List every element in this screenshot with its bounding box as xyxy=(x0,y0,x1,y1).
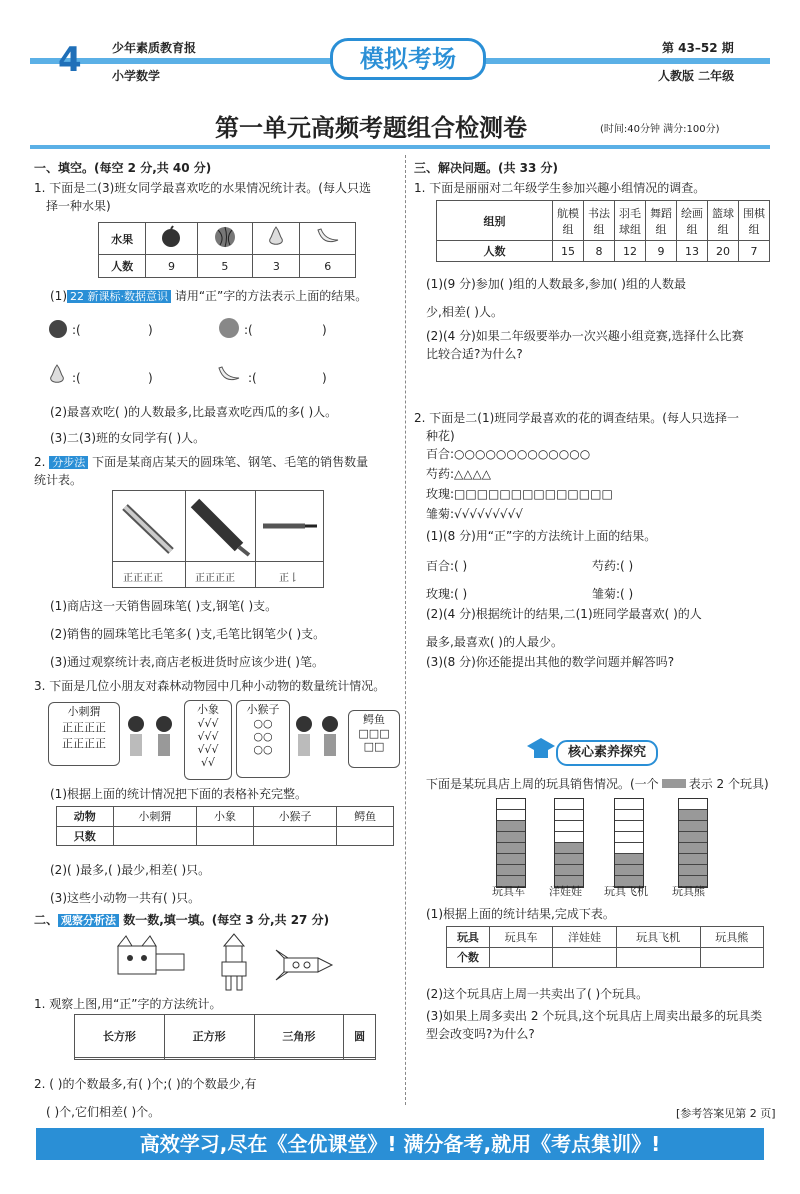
fruit-value: 3 xyxy=(253,255,300,278)
flower-marks: △△△△ xyxy=(454,467,491,481)
filled-unit xyxy=(555,854,583,865)
fruit-table xyxy=(98,222,356,278)
s3q2-stem2: 种花) xyxy=(426,429,455,443)
watermelon-icon xyxy=(216,316,242,340)
pear-icon xyxy=(46,362,68,388)
watermelon-icon xyxy=(197,223,253,255)
animal-head: 小猴子 xyxy=(253,807,337,827)
sec2-prefix: 二、 xyxy=(34,913,59,927)
toy-label: 玩具车 xyxy=(492,885,525,898)
group-head: 组别 xyxy=(437,201,553,241)
group-name: 篮球组 xyxy=(708,201,739,241)
q1-stem: 1. 下面是二(3)班女同学最喜欢吃的水果情况统计表。(每人只选 xyxy=(34,181,371,195)
empty-unit xyxy=(555,821,583,832)
empty-unit xyxy=(555,832,583,843)
filled-unit xyxy=(679,810,707,821)
toy-label: 洋娃娃 xyxy=(549,885,582,898)
group-value: 13 xyxy=(677,241,708,262)
toy-bar xyxy=(614,798,644,888)
answer-cell[interactable] xyxy=(700,947,763,968)
elephant-bubble xyxy=(184,700,232,780)
issue: 第 43–52 期 xyxy=(662,41,734,55)
flower-label: 玫瑰: xyxy=(426,487,455,501)
toy-row-label: 个数 xyxy=(447,947,490,968)
animal-row-label: 只数 xyxy=(57,826,114,846)
toy-head: 玩具车 xyxy=(489,927,552,948)
q1-p3: (3)二(3)班的女同学有( )人。 xyxy=(50,431,206,445)
empty-unit xyxy=(615,799,643,810)
core-stem: 下面是某玩具店上周的玩具销售情况。(一个 xyxy=(426,777,659,791)
shape-figures xyxy=(112,932,342,992)
q1-p2: (2)最喜欢吃( )的人数最多,比最喜欢吃西瓜的多( )人。 xyxy=(50,405,338,419)
core-p2: (2)这个玩具店上周一共卖出了( )个玩具。 xyxy=(426,987,649,1001)
rocket-figure xyxy=(276,950,332,980)
page-number: 4 xyxy=(58,40,82,80)
q2-no: 2. xyxy=(34,455,46,469)
ballpoint-pen-icon xyxy=(117,497,181,557)
s3q2-stem: 2. 下面是二(1)班同学最喜欢的花的调查结果。(每人只选择一 xyxy=(414,411,739,425)
empty-unit xyxy=(679,799,707,810)
answer-cell[interactable] xyxy=(616,947,700,968)
animal-head: 动物 xyxy=(57,807,114,827)
empty-unit xyxy=(497,799,525,810)
filled-unit xyxy=(555,865,583,876)
sec2-q1: 1. 观察上图,用“正”字的方法统计。 xyxy=(34,997,222,1011)
marks: □□□ xyxy=(358,727,390,740)
title-meta: (时间:40分钟 满分:100分) xyxy=(600,124,720,135)
empty-unit xyxy=(615,843,643,854)
q2-p1: (1)商店这一天销售圆珠笔( )支,钢笔( )支。 xyxy=(50,599,278,613)
shape-head: 正方形 xyxy=(164,1015,254,1058)
flower-marks: √√√√√√√√√ xyxy=(454,507,523,521)
q2-stem2: 统计表。 xyxy=(34,473,83,487)
apple-icon xyxy=(146,223,197,255)
method-tag: 观察分析法 xyxy=(58,914,119,927)
group-name: 舞蹈组 xyxy=(646,201,677,241)
answer-cell[interactable] xyxy=(344,1057,376,1060)
filled-unit xyxy=(497,821,525,832)
toy-bar xyxy=(496,798,526,888)
filled-unit xyxy=(497,854,525,865)
shape-table xyxy=(74,1014,376,1060)
answer-cell[interactable] xyxy=(253,826,337,846)
group-value: 12 xyxy=(615,241,646,262)
fill-open: :( xyxy=(248,371,257,385)
pen-table xyxy=(112,490,324,588)
animal-head: 鳄鱼 xyxy=(337,807,394,827)
answer-cell[interactable] xyxy=(254,1057,344,1060)
empty-unit xyxy=(555,810,583,821)
pear-icon xyxy=(253,223,300,255)
group-value: 8 xyxy=(584,241,615,262)
q3-p1: (1)根据上面的统计情况把下面的表格补充完整。 xyxy=(50,787,307,801)
q2-p3: (3)通过观察统计表,商店老板进货时应该少进( )笔。 xyxy=(50,655,324,669)
core-p3b: 型会改变吗?为什么? xyxy=(426,1027,535,1041)
answer-cell[interactable] xyxy=(113,826,197,846)
filled-unit xyxy=(497,865,525,876)
core-badge: 核心素养探究 xyxy=(556,740,658,766)
flower-fill: 雏菊:( ) xyxy=(592,587,634,601)
flower-fill: 百合:( ) xyxy=(426,559,468,573)
elephant-label: 小象 xyxy=(197,703,219,716)
group-value: 9 xyxy=(646,241,677,262)
shape-head: 圆 xyxy=(344,1015,376,1058)
answer-cell[interactable] xyxy=(337,826,394,846)
q1-p1-text: 请用“正”字的方法表示上面的结果。 xyxy=(174,289,368,303)
crocodile-bubble xyxy=(348,710,400,768)
group-name: 围棋组 xyxy=(739,201,770,241)
s3q2-p2b: 最多,最喜欢( )的人最少。 xyxy=(426,635,563,649)
empty-unit xyxy=(615,810,643,821)
empty-unit xyxy=(615,832,643,843)
footer-banner: 高效学习,尽在《全优课堂》! 满分备考,就用《考点集训》! xyxy=(36,1128,764,1160)
sec1-heading: 一、填空。(每空 2 分,共 40 分) xyxy=(34,161,212,175)
unit-square-legend xyxy=(662,779,686,788)
column-divider xyxy=(405,155,407,1105)
graduation-cap-icon xyxy=(526,736,556,764)
s3q1-p1b: 少,相差( )人。 xyxy=(426,305,503,319)
crocodile-label: 鳄鱼 xyxy=(363,713,385,726)
toy-head: 玩具熊 xyxy=(700,927,763,948)
q2-p2: (2)销售的圆珠笔比毛笔多( )支,毛笔比钢笔少( )支。 xyxy=(50,627,326,641)
fruit-row-label: 人数 xyxy=(99,255,146,278)
fill-open: :( xyxy=(72,323,81,337)
group-value: 20 xyxy=(708,241,739,262)
shape-head: 三角形 xyxy=(254,1015,344,1058)
children-icon xyxy=(122,712,180,774)
s3q2-p3: (3)(8 分)你还能提出其他的数学问题并解答吗? xyxy=(426,655,675,669)
marks: √√√ xyxy=(197,743,219,756)
tally: 正正正正 xyxy=(62,721,106,734)
shape-head: 长方形 xyxy=(75,1015,165,1058)
flower-label: 雏菊: xyxy=(426,507,455,521)
group-value: 7 xyxy=(739,241,770,262)
group-name: 航模组 xyxy=(553,201,584,241)
animal-table xyxy=(56,806,394,846)
fill-open: :( xyxy=(72,371,81,385)
paper-name: 少年素质教育报 xyxy=(112,41,197,55)
core-p3a: (3)如果上周多卖出 2 个玩具,这个玩具店上周卖出最多的玩具类 xyxy=(426,1009,763,1023)
toy-head: 玩具 xyxy=(447,927,490,948)
fill-close: ) xyxy=(322,371,327,385)
marks: √√√ xyxy=(197,717,219,730)
q1-stem2: 择一种水果) xyxy=(46,199,111,213)
filled-unit xyxy=(679,865,707,876)
method-tag: 分步法 xyxy=(49,456,88,469)
toy-label: 玩具熊 xyxy=(672,885,705,898)
toy-head: 洋娃娃 xyxy=(553,927,616,948)
s3q2-p1: (1)(8 分)用“正”字的方法统计上面的结果。 xyxy=(426,529,657,543)
filled-unit xyxy=(497,843,525,854)
group-name: 书法组 xyxy=(584,201,615,241)
answer-cell[interactable] xyxy=(553,947,616,968)
banana-icon xyxy=(216,364,244,386)
hedgehog-bubble xyxy=(48,702,120,766)
banana-icon xyxy=(300,223,356,255)
answer-cell[interactable] xyxy=(75,1057,165,1060)
filled-unit xyxy=(497,832,525,843)
tally: 正正正正 xyxy=(62,737,106,750)
animal-head: 小刺猬 xyxy=(113,807,197,827)
page-title: 第一单元高频考题组合检测卷 xyxy=(215,114,527,142)
monkey-bubble xyxy=(236,700,290,778)
flower-marks: ○○○○○○○○○○○○○ xyxy=(454,447,591,461)
answer-cell[interactable] xyxy=(164,1057,254,1060)
answer-cell[interactable] xyxy=(489,947,552,968)
brush-icon xyxy=(259,511,319,541)
answer-ref: [参考答案见第 2 页] xyxy=(676,1107,776,1120)
standard-tag: 22 新课标·数据意识 xyxy=(67,290,171,303)
fill-close: ) xyxy=(148,371,153,385)
q3-stem: 3. 下面是几位小朋友对森林动物园中几种小动物的数量统计情况。 xyxy=(34,679,386,693)
q3-p2: (2)( )最多,( )最少,相差( )只。 xyxy=(50,863,211,877)
answer-cell[interactable] xyxy=(197,826,254,846)
flower-fill: 芍药:( ) xyxy=(592,559,634,573)
filled-unit xyxy=(615,865,643,876)
toy-bar xyxy=(554,798,584,888)
core-p1: (1)根据上面的统计结果,完成下表。 xyxy=(426,907,615,921)
tally: 正正正正 xyxy=(123,573,163,584)
sec2-q2a: 2. ( )的个数最多,有( )个;( )的个数最少,有 xyxy=(34,1077,257,1091)
brand-logo: 模拟考场 xyxy=(330,38,486,80)
fruit-value: 9 xyxy=(146,255,197,278)
filled-unit xyxy=(555,843,583,854)
toy-label: 玩具飞机 xyxy=(604,885,648,898)
subject: 小学数学 xyxy=(112,69,161,83)
group-name: 绘画组 xyxy=(677,201,708,241)
toy-table xyxy=(446,926,764,968)
apple-icon xyxy=(46,316,70,340)
fill-open: :( xyxy=(244,323,253,337)
flower-fill: 玫瑰:( ) xyxy=(426,587,468,601)
s3q1-p1a: (1)(9 分)参加( )组的人数最多,参加( )组的人数最 xyxy=(426,277,686,291)
edition: 人教版 二年级 xyxy=(658,69,735,83)
group-row-label: 人数 xyxy=(437,241,553,262)
fruit-value: 6 xyxy=(300,255,356,278)
tally: 正𠄌 xyxy=(279,573,299,584)
fruit-head: 水果 xyxy=(99,223,146,255)
fill-close: ) xyxy=(322,323,327,337)
s3q1-stem: 1. 下面是丽丽对二年级学生参加兴趣小组情况的调查。 xyxy=(414,181,706,195)
flower-label: 芍药: xyxy=(426,467,455,481)
s3q1-p2b: 比较合适?为什么? xyxy=(426,347,523,361)
s3q1-p2a: (2)(4 分)如果二年级要举办一次兴趣小组竞赛,选择什么比赛 xyxy=(426,329,744,343)
title-rule xyxy=(30,145,770,149)
sec3-heading: 三、解决问题。(共 33 分) xyxy=(414,161,559,175)
q2-stem: 下面是某商店某天的圆珠笔、钢笔、毛笔的销售数量 xyxy=(92,455,369,469)
tally: 正正正正 xyxy=(195,573,235,584)
empty-unit xyxy=(497,810,525,821)
marks: ○○ xyxy=(253,743,273,756)
filled-unit xyxy=(679,832,707,843)
cat-figure xyxy=(118,936,184,974)
group-table xyxy=(436,200,770,262)
robot-figure xyxy=(222,934,246,990)
empty-unit xyxy=(615,821,643,832)
marks: ○○ xyxy=(253,730,273,743)
flower-marks: □□□□□□□□□□□□□□ xyxy=(454,487,613,501)
flower-label: 百合: xyxy=(426,447,455,461)
marks: ○○ xyxy=(253,717,273,730)
q3-p3: (3)这些小动物一共有( )只。 xyxy=(50,891,201,905)
fountain-pen-icon xyxy=(189,495,253,557)
toy-bar xyxy=(678,798,708,888)
s3q2-p2a: (2)(4 分)根据统计的结果,二(1)班同学最喜欢( )的人 xyxy=(426,607,702,621)
marks: □□ xyxy=(363,740,385,753)
empty-unit xyxy=(555,799,583,810)
children-icon xyxy=(290,712,344,774)
animal-head: 小象 xyxy=(197,807,254,827)
fruit-value: 5 xyxy=(197,255,253,278)
filled-unit xyxy=(679,821,707,832)
group-value: 15 xyxy=(553,241,584,262)
marks: √√ xyxy=(200,756,216,769)
filled-unit xyxy=(679,843,707,854)
toy-head: 玩具飞机 xyxy=(616,927,700,948)
filled-unit xyxy=(615,854,643,865)
fill-close: ) xyxy=(148,323,153,337)
sec2-q2b: ( )个,它们相差( )个。 xyxy=(46,1105,161,1119)
filled-unit xyxy=(679,854,707,865)
hedgehog-label: 小刺猬 xyxy=(67,705,101,718)
q1-p1-no: (1) xyxy=(50,289,67,303)
marks: √√√ xyxy=(197,730,219,743)
group-name: 羽毛球组 xyxy=(615,201,646,241)
monkey-label: 小猴子 xyxy=(246,703,280,716)
core-stem-end: 表示 2 个玩具) xyxy=(688,777,769,791)
sec2-heading: 数一数,填一填。(每空 3 分,共 27 分) xyxy=(123,913,330,927)
